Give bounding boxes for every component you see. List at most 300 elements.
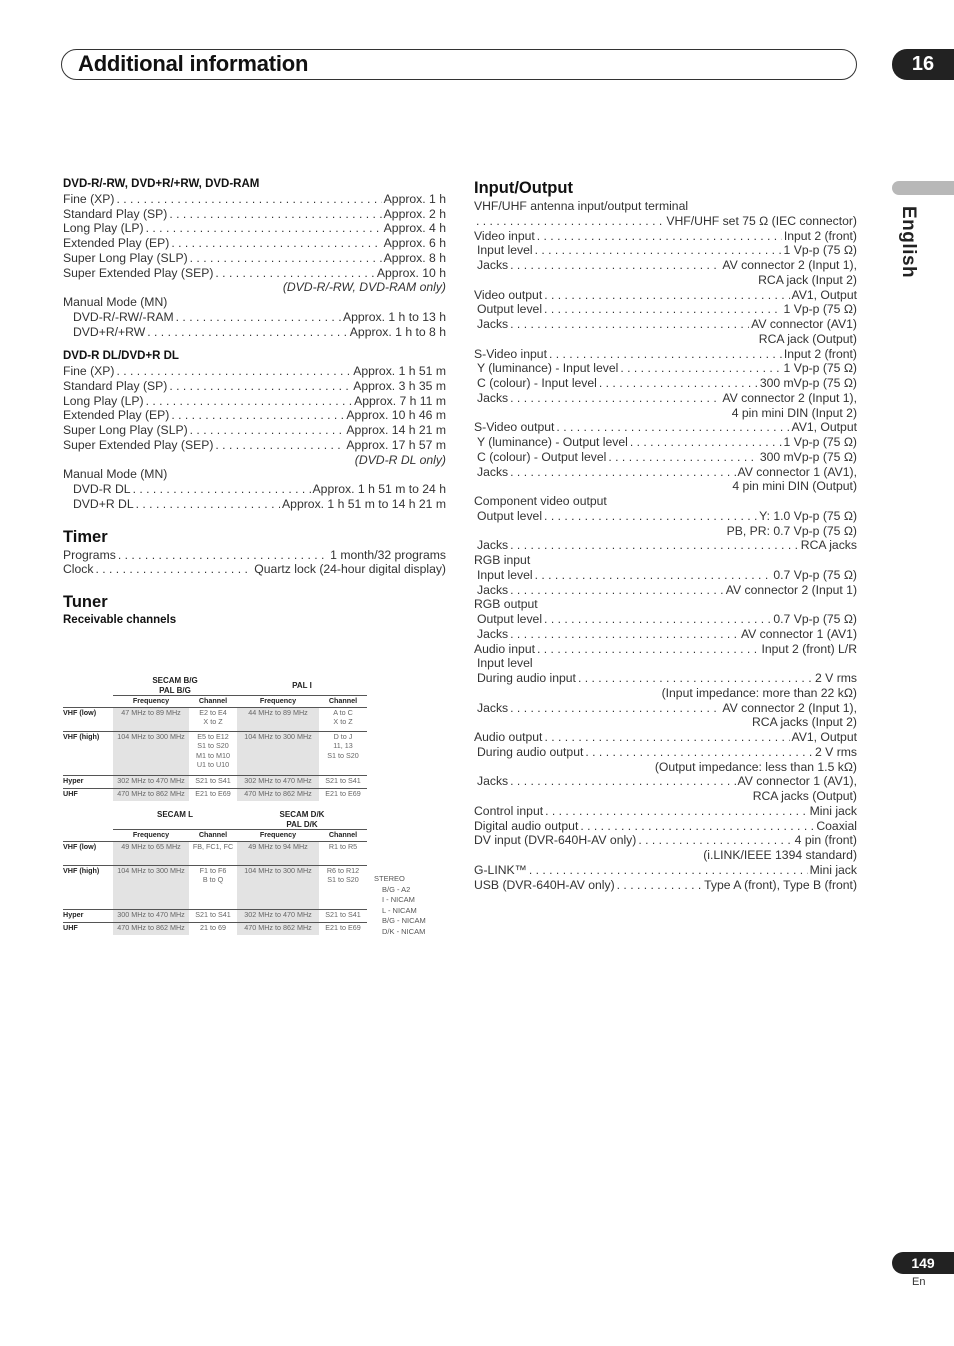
- spec-label: DVD+R/+RW: [73, 324, 146, 339]
- dvdrw-row: [63, 266, 446, 281]
- spec-value: Approx. 6 h: [383, 236, 446, 250]
- dot-leader: [544, 730, 789, 745]
- io-spec-row: [474, 509, 857, 524]
- system-name: SECAM B/G: [152, 676, 198, 685]
- channel-range: [319, 909, 367, 922]
- spec-label: Standard Play (SP): [63, 206, 168, 221]
- system-name: SECAM D/K: [279, 810, 325, 819]
- dl-note: (DVD-R DL only): [354, 452, 446, 467]
- frequency-range: 302 MHz to 470 MHz: [237, 775, 319, 788]
- spec-value: 0.7 Vp-p (75 Ω): [773, 567, 857, 582]
- frequency-range: 47 MHz to 89 MHz: [113, 707, 189, 731]
- stereo-line: STEREO: [374, 874, 405, 883]
- channel-line: U1 to U10: [196, 760, 230, 769]
- dot-leader: [585, 745, 813, 760]
- spec-value: Input 2 (front) L/R: [761, 641, 857, 656]
- channel-line: M1 to M10: [196, 750, 230, 760]
- io-spec-row: [474, 258, 857, 273]
- spec-value: AV connector 2 (Input 1): [725, 582, 857, 597]
- spec-value: Approx. 7 h 11 m: [354, 393, 446, 408]
- frequency-range: 302 MHz to 470 MHz: [113, 775, 189, 788]
- spec-label: Jacks: [477, 258, 509, 272]
- dot-leader: [529, 863, 808, 878]
- io-spec-heading: VHF/UHF antenna input/output terminal: [474, 199, 689, 213]
- frequency-range: 470 MHz to 862 MHz: [237, 788, 319, 801]
- channel-line: S21 to S41: [195, 775, 231, 785]
- table-corner: [63, 810, 113, 830]
- dot-leader: [617, 878, 702, 893]
- io-spec-row: [474, 627, 857, 642]
- channel-range: [189, 775, 237, 788]
- spec-label: Jacks: [477, 538, 509, 553]
- column-header: Channel: [328, 696, 358, 705]
- spec-value: Approx. 1 h 51 m: [353, 364, 446, 378]
- spec-label: S-Video output: [474, 420, 555, 435]
- io-spec-heading: RGB input: [474, 553, 531, 567]
- language-label: English: [898, 206, 919, 279]
- spec-label: Video input: [474, 228, 535, 243]
- dot-leader: [133, 482, 311, 497]
- dot-leader: [146, 394, 352, 409]
- dot-leader: [169, 207, 381, 222]
- channel-range: [319, 775, 367, 788]
- io-spec-row: [474, 583, 857, 598]
- dot-leader: [176, 310, 341, 325]
- spec-value: AV connector 2 (Input 1),: [722, 390, 857, 405]
- dl-row: [63, 438, 446, 453]
- io-spec-heading: Input level: [477, 656, 533, 671]
- system-header-1: [113, 810, 237, 830]
- channel-line: S21 to S41: [325, 909, 361, 919]
- spec-label: Audio input: [474, 641, 535, 656]
- io-spec-continuation: 4 pin mini DIN (Output): [732, 479, 857, 494]
- stereo-legend: [374, 874, 426, 938]
- channel-line: S1 to S20: [327, 875, 359, 884]
- system-name: PAL I: [292, 681, 312, 690]
- dot-leader: [544, 509, 757, 524]
- dvdrw-mn-row: [73, 325, 446, 340]
- spec-value: Approx. 1 h 51 m to 14 h 21 m: [282, 496, 446, 511]
- page-number: 149: [892, 1252, 954, 1274]
- dvdrw-row: [63, 207, 446, 222]
- dl-row: [63, 423, 446, 438]
- dot-leader: [118, 548, 328, 563]
- spec-label: Video output: [474, 287, 543, 302]
- spec-label: Jacks: [477, 700, 509, 715]
- dot-leader: [545, 804, 807, 819]
- frequency-range: 470 MHz to 862 MHz: [237, 922, 319, 935]
- channel-range: [189, 865, 237, 909]
- band-label: UHF: [63, 922, 113, 935]
- spec-value: Approx. 1 h to 13 h: [343, 309, 446, 324]
- io-spec-continuation: RCA jacks (Input 2): [752, 715, 857, 730]
- channel-line: E2 to E4: [199, 707, 227, 717]
- dot-leader: [549, 347, 782, 362]
- io-spec-heading: RGB output: [474, 597, 538, 612]
- frequency-range: 49 MHz to 94 MHz: [237, 841, 319, 865]
- dl-heading: DVD-R DL/DVD+R DL: [63, 350, 179, 363]
- spec-label: Jacks: [477, 626, 509, 641]
- spec-value: AV1, Output: [791, 730, 857, 744]
- system-header-2: [237, 676, 367, 696]
- dl-spec-list: [63, 364, 446, 453]
- dvdrw-row: [63, 221, 446, 236]
- spec-label: Y (luminance) - Output level: [477, 435, 628, 449]
- channel-line: E21 to E69: [325, 788, 361, 798]
- spec-value: Quartz lock (24-hour digital display): [254, 562, 446, 577]
- dot-leader: [171, 408, 344, 423]
- spec-value: AV connector 1 (AV1): [740, 626, 857, 641]
- spec-label: S-Video input: [474, 346, 547, 361]
- channel-line: D to J: [333, 731, 353, 741]
- spec-value: Approx. 10 h: [376, 265, 446, 280]
- spec-label: During audio input: [477, 671, 576, 685]
- spec-label: C (colour) - Input level: [477, 376, 597, 390]
- io-spec-continuation: (i.LINK/IEEE 1394 standard): [703, 848, 857, 862]
- frequency-range: 300 MHz to 470 MHz: [113, 909, 189, 922]
- io-spec-continuation: RCA jack (Input 2): [758, 272, 857, 287]
- spec-label: G-LINK™: [474, 862, 527, 877]
- channel-range: [319, 841, 367, 865]
- dot-leader: [510, 583, 724, 598]
- spec-value: AV connector 1 (AV1),: [737, 464, 857, 479]
- io-spec-row: [474, 642, 857, 657]
- spec-label: USB (DVR-640H-AV only): [474, 877, 615, 892]
- system-name: SECAM L: [157, 810, 193, 819]
- io-spec-row: [474, 243, 857, 258]
- io-spec-row: [474, 804, 857, 819]
- channel-line: E21 to E69: [195, 788, 231, 798]
- channel-line: X to Z: [203, 717, 223, 726]
- dot-leader: [510, 627, 739, 642]
- spec-value: 2 V rms: [815, 744, 857, 759]
- dvdrw-row: [63, 192, 446, 207]
- dot-leader: [535, 243, 782, 258]
- dot-leader: [190, 251, 382, 266]
- channel-table-2: [63, 810, 367, 935]
- io-spec-continuation: (Output impedance: less than 1.5 kΩ): [654, 759, 857, 774]
- timer-heading: Timer: [63, 527, 108, 546]
- dot-leader: [510, 391, 720, 406]
- spec-value: 1 Vp-p (75 Ω): [783, 302, 857, 317]
- spec-label: C (colour) - Output level: [477, 449, 607, 464]
- channel-line: S1 to S20: [197, 741, 229, 750]
- dot-leader: [146, 221, 382, 236]
- dot-leader: [136, 497, 280, 512]
- dot-leader: [638, 833, 792, 848]
- dot-leader: [147, 325, 348, 340]
- spec-label: Control input: [474, 803, 544, 818]
- spec-value: 2 V rms: [815, 671, 857, 685]
- io-spec-row: [474, 450, 857, 465]
- io-spec-row: [474, 730, 857, 745]
- frequency-range: 104 MHz to 300 MHz: [113, 731, 189, 775]
- channel-range: [189, 731, 237, 775]
- column-header: Channel: [198, 696, 228, 705]
- spec-value: Approx. 14 h 21 m: [346, 423, 446, 437]
- spec-label: Digital audio output: [474, 818, 579, 833]
- spec-value: Coaxial: [816, 818, 857, 833]
- spec-label: Long Play (LP): [63, 221, 144, 236]
- frequency-range: 104 MHz to 300 MHz: [237, 731, 319, 775]
- dot-leader: [544, 302, 781, 317]
- receivable-channels-label: Receivable channels: [63, 614, 177, 626]
- spec-value: Approx. 8 h: [383, 250, 446, 265]
- io-spec-row: [474, 288, 857, 303]
- frequency-range: 104 MHz to 300 MHz: [113, 865, 189, 909]
- channel-table-1: [63, 676, 367, 801]
- input-output-heading: Input/Output: [474, 179, 573, 197]
- spec-label: Long Play (LP): [63, 393, 144, 408]
- spec-value: 4 pin (front): [794, 833, 857, 848]
- spec-label: Output level: [477, 508, 543, 523]
- column-header: Frequency: [259, 696, 297, 705]
- band-label: Hyper: [63, 775, 113, 788]
- dot-leader: [537, 229, 782, 244]
- stereo-line: I - NICAM: [382, 895, 415, 905]
- channel-line: 11, 13: [333, 741, 353, 750]
- channel-line: S21 to S41: [325, 775, 361, 785]
- channel-range: [189, 922, 237, 935]
- spec-label: Fine (XP): [63, 364, 115, 378]
- frequency-range: 470 MHz to 862 MHz: [113, 922, 189, 935]
- frequency-range: 470 MHz to 862 MHz: [113, 788, 189, 801]
- channel-line: F1 to F6: [199, 865, 227, 875]
- column-header: Frequency: [259, 830, 297, 839]
- language-tab-bar: [892, 181, 954, 195]
- dvdrw-manual-list: [63, 310, 446, 340]
- dot-leader: [510, 465, 735, 480]
- spec-value: AV1, Output: [791, 287, 857, 302]
- spec-label: Extended Play (EP): [63, 408, 170, 423]
- dot-leader: [215, 438, 344, 453]
- spec-label: Y (luminance) - Input level: [477, 361, 619, 376]
- spec-label: DVD-R DL: [73, 482, 131, 496]
- dot-leader: [599, 376, 758, 391]
- spec-value: Mini jack: [809, 803, 857, 818]
- dot-leader: [510, 701, 720, 716]
- dvdrw-heading: DVD-R/-RW, DVD+R/+RW, DVD-RAM: [63, 178, 260, 190]
- stereo-line: B/G - A2: [382, 884, 411, 894]
- dl-manual-list: [63, 482, 446, 512]
- right-column: [474, 177, 857, 892]
- dl-row: [63, 408, 446, 423]
- spec-value: AV connector (AV1): [751, 317, 857, 331]
- channel-range: [189, 841, 237, 865]
- spec-value: 1 Vp-p (75 Ω): [783, 435, 857, 449]
- io-spec-row: [474, 361, 857, 376]
- spec-value: VHF/UHF set 75 Ω (IEC connector): [666, 213, 857, 228]
- frequency-range: 44 MHz to 89 MHz: [237, 707, 319, 731]
- spec-value: Y: 1.0 Vp-p (75 Ω): [759, 508, 857, 523]
- io-spec-row: [474, 302, 857, 317]
- dvdrw-row: [63, 236, 446, 251]
- spec-label: Extended Play (EP): [63, 236, 170, 250]
- dot-leader: [116, 364, 351, 379]
- stereo-line: B/G - NICAM: [382, 916, 426, 926]
- manual-mode-label: Manual Mode (MN): [63, 295, 168, 309]
- page-lang-code: En: [912, 1276, 926, 1288]
- channel-line: S1 to S20: [327, 750, 359, 760]
- io-spec-row: [474, 317, 857, 332]
- input-output-spec-list: [474, 199, 857, 892]
- left-column: [63, 177, 446, 628]
- system-header-1: [113, 676, 237, 696]
- spec-value: Approx. 1 h: [383, 191, 446, 206]
- dot-leader: [510, 317, 749, 332]
- spec-value: Approx. 10 h 46 m: [346, 408, 446, 423]
- spec-value: 300 mVp-p (75 Ω): [759, 376, 857, 390]
- dot-leader: [620, 361, 781, 376]
- stereo-line: L - NICAM: [382, 905, 417, 915]
- io-spec-row: [474, 391, 857, 406]
- system-header-2: [237, 810, 367, 830]
- channel-range: [189, 707, 237, 731]
- dot-leader: [476, 214, 664, 229]
- spec-value: RCA jacks: [800, 538, 857, 553]
- system-name: PAL B/G: [159, 685, 191, 695]
- io-spec-row: [474, 376, 857, 391]
- dot-leader: [580, 819, 814, 834]
- dl-row: [63, 394, 446, 409]
- dot-leader: [116, 192, 381, 207]
- spec-value: Approx. 17 h 57 m: [346, 437, 446, 452]
- io-spec-row: [474, 435, 857, 450]
- io-spec-row: [474, 229, 857, 244]
- spec-label: DVD-R/-RW/-RAM: [73, 309, 174, 324]
- dot-leader: [510, 258, 720, 273]
- spec-value: Input 2 (front): [783, 228, 857, 243]
- channel-line: A to C: [333, 707, 353, 717]
- spec-label: Jacks: [477, 774, 509, 789]
- spec-value: Approx. 1 h 51 m to 24 h: [312, 482, 446, 496]
- io-spec-row: [474, 774, 857, 789]
- io-spec-row: [474, 568, 857, 583]
- spec-label: Clock: [63, 562, 94, 577]
- io-spec-row: [474, 863, 857, 878]
- spec-value: Input 2 (front): [783, 346, 857, 361]
- dot-leader: [608, 450, 757, 465]
- dot-leader: [544, 288, 789, 303]
- io-spec-row: [474, 701, 857, 716]
- column-header: Channel: [198, 830, 228, 839]
- channel-range: [189, 788, 237, 801]
- system-name: PAL D/K: [286, 819, 318, 829]
- frequency-range: 302 MHz to 470 MHz: [237, 909, 319, 922]
- timer-row: [63, 562, 446, 577]
- spec-label: Programs: [63, 547, 116, 562]
- dvdrw-row: [63, 251, 446, 266]
- band-label: VHF (low): [63, 841, 113, 865]
- channel-line: E5 to E12: [197, 731, 229, 741]
- band-label: VHF (high): [63, 731, 113, 775]
- dot-leader: [630, 435, 782, 450]
- io-spec-heading: Component video output: [474, 494, 607, 508]
- spec-value: Mini jack: [809, 862, 857, 877]
- spec-value: 300 mVp-p (75 Ω): [759, 449, 857, 464]
- dot-leader: [171, 236, 381, 251]
- tuner-heading: Tuner: [63, 593, 108, 611]
- spec-label: Standard Play (SP): [63, 378, 168, 393]
- spec-value: 1 Vp-p (75 Ω): [783, 361, 857, 376]
- channel-line: B to Q: [202, 875, 224, 884]
- io-spec-continuation: (Input impedance: more than 22 kΩ): [661, 685, 857, 700]
- spec-label: Super Long Play (SLP): [63, 423, 188, 437]
- dl-mn-row: [73, 497, 446, 512]
- channel-line: R1 to R5: [328, 841, 358, 851]
- dot-leader: [510, 774, 735, 789]
- dot-leader: [544, 612, 771, 627]
- spec-label: DV input (DVR-640H-AV only): [474, 833, 637, 848]
- column-header: Frequency: [132, 696, 170, 705]
- channel-line: E21 to E69: [325, 922, 361, 932]
- manual-mode-label-dl: Manual Mode (MN): [63, 467, 168, 482]
- dot-leader: [535, 568, 772, 583]
- spec-label: Jacks: [477, 390, 509, 405]
- channel-range: [319, 865, 367, 909]
- channel-range: [319, 922, 367, 935]
- dl-row: [63, 364, 446, 379]
- io-spec-row: [474, 833, 857, 848]
- spec-label: Jacks: [477, 317, 509, 331]
- spec-value: Approx. 3 h 35 m: [353, 378, 446, 393]
- io-spec-row: [474, 347, 857, 362]
- band-label: VHF (low): [63, 707, 113, 731]
- spec-value: AV connector 2 (Input 1),: [722, 258, 857, 272]
- band-label: UHF: [63, 788, 113, 801]
- dvdrw-mn-row: [73, 310, 446, 325]
- spec-value: AV connector 2 (Input 1),: [722, 700, 857, 715]
- channel-range: [189, 909, 237, 922]
- io-spec-row: [474, 214, 857, 229]
- spec-label: Output level: [477, 302, 543, 317]
- spec-label: Input level: [477, 567, 533, 582]
- io-spec-row: [474, 878, 857, 893]
- timer-spec-list: [63, 548, 446, 578]
- table-corner: [63, 676, 113, 696]
- stereo-line: D/K - NICAM: [382, 926, 426, 936]
- io-spec-row: [474, 465, 857, 480]
- frequency-range: 104 MHz to 300 MHz: [237, 865, 319, 909]
- channel-range: [319, 788, 367, 801]
- io-spec-row: [474, 819, 857, 834]
- spec-label: Super Extended Play (SEP): [63, 437, 214, 452]
- io-spec-continuation: RCA jacks (Output): [752, 789, 857, 803]
- spec-value: Type A (front), Type B (front): [704, 877, 857, 892]
- table-corner: [63, 696, 113, 708]
- band-label: Hyper: [63, 909, 113, 922]
- io-spec-row: [474, 538, 857, 553]
- io-spec-continuation: 4 pin mini DIN (Input 2): [731, 405, 857, 420]
- io-spec-row: [474, 745, 857, 760]
- dot-leader: [537, 642, 759, 657]
- dl-mn-row: [73, 482, 446, 497]
- page-title: Additional information: [78, 51, 309, 76]
- spec-label: Super Long Play (SLP): [63, 250, 188, 265]
- dot-leader: [215, 266, 374, 281]
- channel-line: FB, FC1, FC: [192, 841, 234, 851]
- dl-row: [63, 379, 446, 394]
- dvdrw-note: (DVD-R/-RW, DVD-RAM only): [282, 280, 446, 295]
- spec-value: 1 Vp-p (75 Ω): [783, 243, 857, 258]
- spec-value: AV connector 1 (AV1),: [737, 774, 857, 789]
- table-corner: [63, 830, 113, 842]
- spec-label: Audio output: [474, 730, 543, 744]
- spec-label: Super Extended Play (SEP): [63, 265, 214, 280]
- dot-leader: [578, 671, 813, 686]
- spec-value: Approx. 1 h to 8 h: [349, 324, 446, 339]
- dot-leader: [95, 562, 252, 577]
